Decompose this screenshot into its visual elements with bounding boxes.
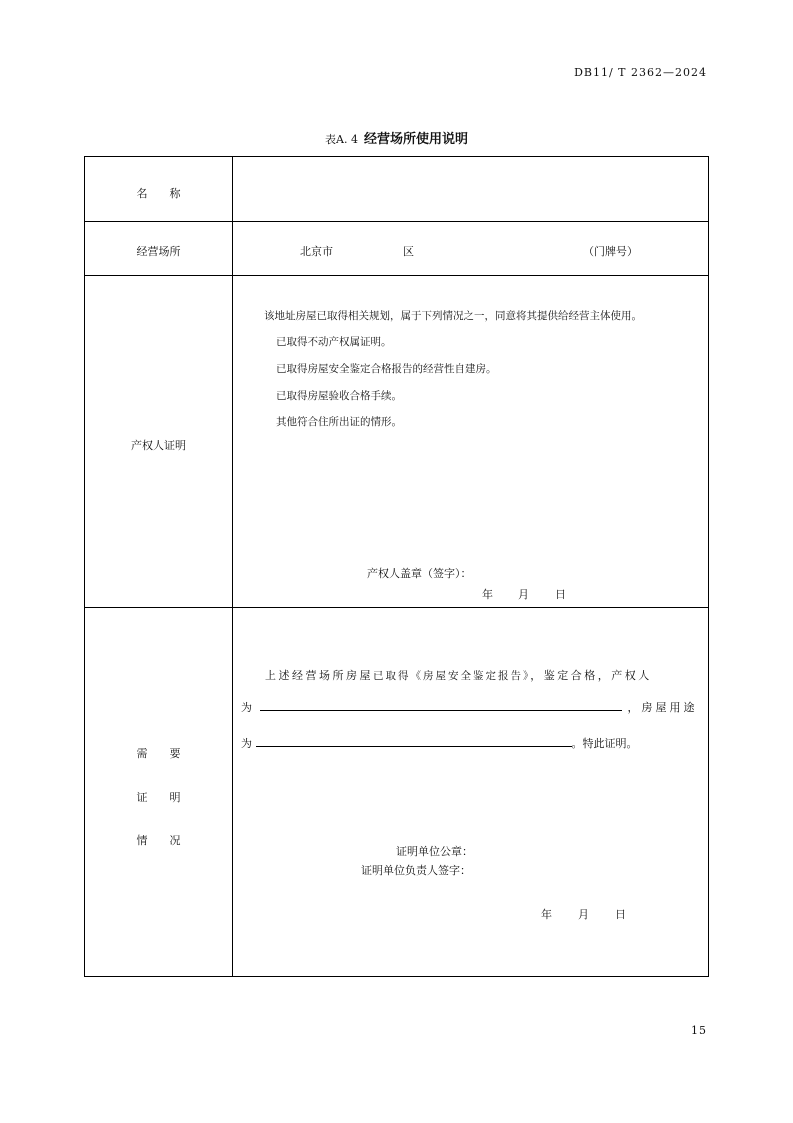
place-district: 区: [403, 245, 414, 258]
row-divider: [85, 607, 708, 608]
owner-date-year: 年: [482, 588, 493, 601]
proof-line-1: [265, 667, 652, 683]
owner-option: 其他符合住所出证的情形。: [276, 416, 402, 428]
proof-date-day: 日: [615, 908, 626, 921]
owner-date-day: 日: [555, 588, 566, 601]
name-field[interactable]: [235, 161, 705, 217]
row-divider: [85, 275, 708, 276]
name-label: 名 称: [136, 187, 181, 200]
column-divider: [232, 157, 233, 976]
proof-line-3: [241, 735, 638, 751]
owner-option: 已取得不动产权属证明。: [276, 336, 392, 348]
table-number: 表A. 4: [325, 133, 358, 146]
standard-code: DB11/ T 2362—2024: [574, 66, 707, 79]
row-divider: [85, 221, 708, 222]
usage-form-table: [84, 156, 709, 977]
owner-name-blank[interactable]: [260, 699, 622, 711]
proof-label-line: 证 明: [136, 791, 181, 804]
proof-line-3-prefix: 为: [241, 737, 252, 750]
table-title: [0, 128, 793, 147]
proof-date-month: 月: [578, 908, 589, 921]
place-label: 经营场所: [136, 245, 181, 258]
leader-sign-label: 证明单位负责人签字：: [361, 864, 471, 877]
proof-line-1-c: ，鉴定合格，产权人: [530, 669, 652, 682]
table-title-text: 经营场所使用说明: [363, 132, 468, 147]
place-city: 北京市: [300, 245, 333, 258]
place-door-number: （门牌号）: [583, 245, 638, 258]
owner-intro: 该地址房屋已取得相关规划，属于下列情况之一，同意将其提供给经营主体使用。: [264, 310, 642, 322]
page-number: 15: [691, 1024, 707, 1037]
owner-option: 已取得房屋安全鉴定合格报告的经营性自建房。: [276, 363, 497, 375]
proof-label-line: 情 况: [136, 834, 181, 847]
proof-line-2-suffix: ，房屋用途: [627, 701, 698, 714]
owner-option: 已取得房屋验收合格手续。: [276, 390, 402, 402]
owner-label: 产权人证明: [131, 439, 186, 452]
proof-line-2: [241, 699, 698, 715]
owner-seal-label: 产权人盖章（签字）：: [367, 567, 472, 580]
usage-blank[interactable]: [256, 735, 572, 747]
proof-line-2-prefix: 为: [241, 701, 252, 714]
proof-line-1-a: 上述经营场所房屋: [265, 669, 373, 682]
proof-line-1-b: 已取得《房屋安全鉴定报告》: [373, 670, 531, 682]
owner-date-month: 月: [518, 588, 529, 601]
proof-label-line: 需 要: [136, 747, 181, 760]
proof-date-year: 年: [541, 908, 552, 921]
proof-line-3-suffix: 。特此证明。: [571, 737, 638, 750]
unit-seal-label: 证明单位公章：: [396, 845, 473, 858]
